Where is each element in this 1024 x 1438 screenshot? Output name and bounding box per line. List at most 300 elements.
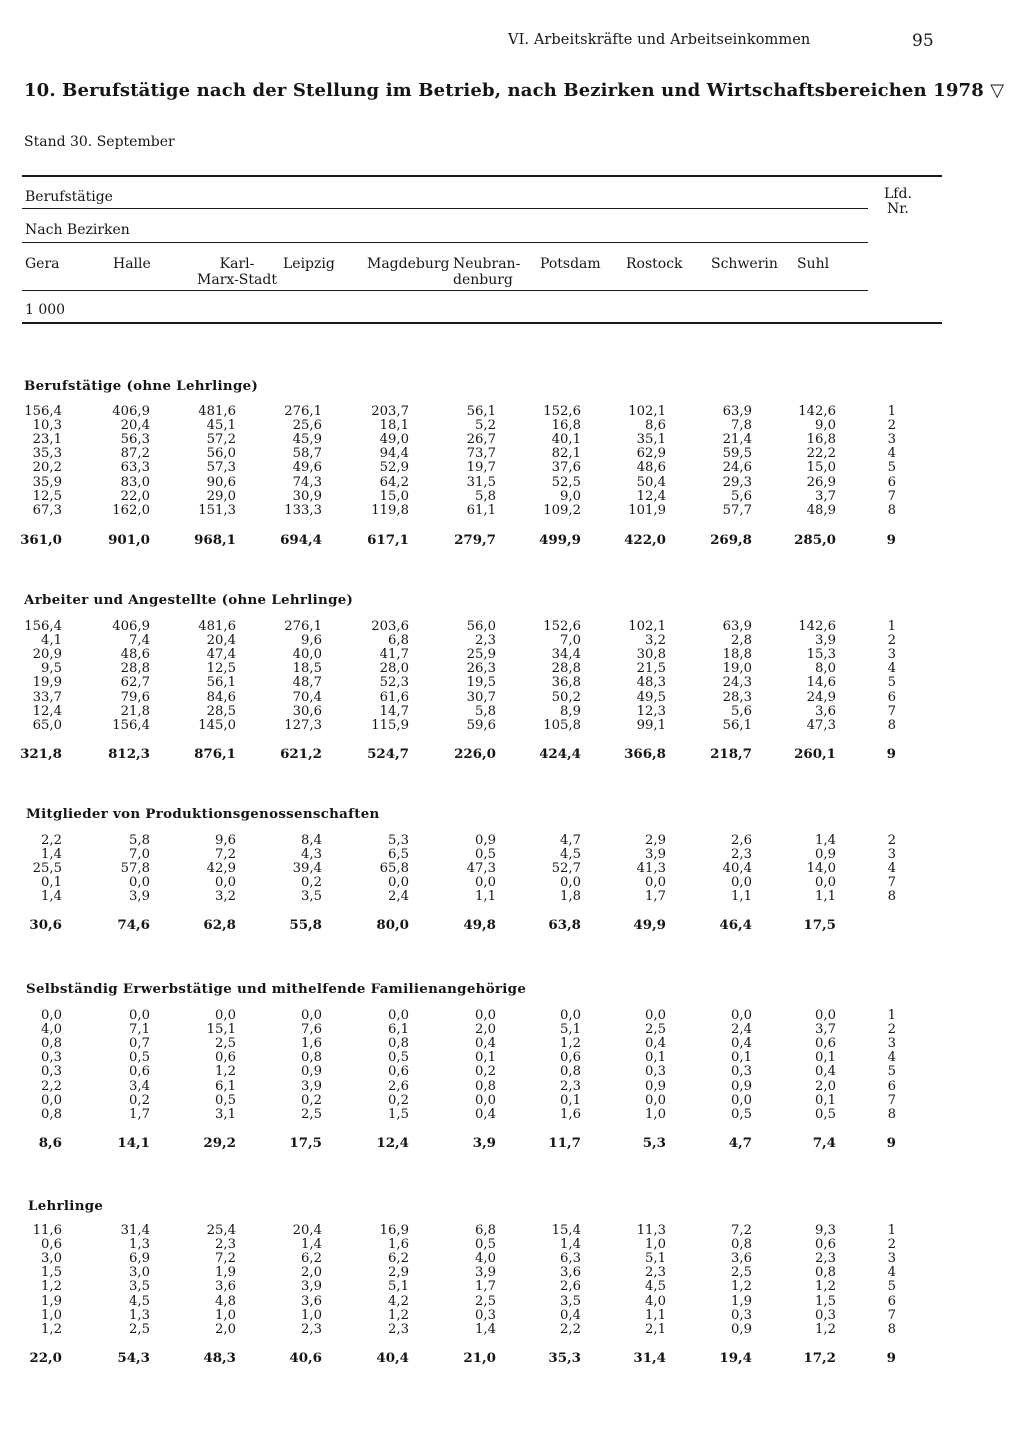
cell-neubrandenburg: 6,8: [475, 1223, 496, 1238]
cell-gera: 12,5: [32, 489, 62, 504]
cell-rostock: 41,3: [636, 861, 666, 876]
cell-potsdam: 0,8: [560, 1064, 581, 1079]
cell-rostock: 8,6: [645, 418, 666, 433]
cell-schwerin: 0,3: [731, 1308, 752, 1323]
cell-schwerin: 0,0: [731, 875, 752, 890]
cell-schwerin: 0,1: [731, 1050, 752, 1065]
cell-lfd-nr: 1: [887, 619, 896, 634]
cell-karl-marx-stadt: 2,3: [215, 1237, 236, 1252]
cell-halle: 54,3: [117, 1350, 150, 1366]
cell-leipzig: 4,3: [301, 847, 322, 862]
cell-potsdam: 0,0: [560, 1008, 581, 1023]
cell-karl-marx-stadt: 29,0: [206, 489, 236, 504]
cell-potsdam: 152,6: [543, 619, 581, 634]
table-row: [0, 1094, 1024, 1108]
cell-neubrandenburg: 1,4: [475, 1322, 496, 1337]
cell-rostock: 5,3: [642, 1135, 666, 1151]
cell-schwerin: 19,4: [719, 1350, 752, 1366]
cell-halle: 0,5: [129, 1050, 150, 1065]
table-row: [0, 1023, 1024, 1037]
cell-rostock: 99,1: [636, 718, 666, 733]
cell-suhl: 0,5: [815, 1107, 836, 1122]
cell-lfd-nr: 3: [887, 847, 896, 862]
cell-karl-marx-stadt: 1,0: [215, 1308, 236, 1323]
cell-neubrandenburg: 21,0: [463, 1350, 496, 1366]
cell-gera: 8,6: [38, 1135, 62, 1151]
cell-schwerin: 24,3: [722, 675, 752, 690]
cell-schwerin: 46,4: [719, 917, 752, 933]
table-row: [0, 876, 1024, 890]
cell-neubrandenburg: 0,1: [475, 1050, 496, 1065]
cell-suhl: 47,3: [806, 718, 836, 733]
cell-rostock: 101,9: [628, 503, 666, 518]
cell-magdeburg: 2,9: [388, 1265, 409, 1280]
table-row: [0, 1037, 1024, 1051]
cell-potsdam: 36,8: [551, 675, 581, 690]
cell-magdeburg: 4,2: [388, 1294, 409, 1309]
cell-gera: 1,5: [41, 1265, 62, 1280]
cell-magdeburg: 14,7: [379, 704, 409, 719]
cell-lfd-nr: 3: [887, 432, 896, 447]
cell-neubrandenburg: 19,7: [466, 460, 496, 475]
cell-leipzig: 0,9: [301, 1064, 322, 1079]
cell-leipzig: 3,9: [301, 1279, 322, 1294]
cell-magdeburg: 0,6: [388, 1064, 409, 1079]
cell-rostock: 0,9: [645, 1079, 666, 1094]
cell-karl-marx-stadt: 7,2: [215, 1251, 236, 1266]
cell-schwerin: 24,6: [722, 460, 752, 475]
cell-karl-marx-stadt: 151,3: [198, 503, 236, 518]
cell-karl-marx-stadt: 3,2: [215, 889, 236, 904]
cell-rostock: 0,1: [645, 1050, 666, 1065]
cell-karl-marx-stadt: 20,4: [206, 633, 236, 648]
table-row: [0, 705, 1024, 719]
table-row: [0, 447, 1024, 461]
header-rule-2: [22, 242, 868, 243]
cell-halle: 7,1: [129, 1022, 150, 1037]
table-row: [0, 834, 1024, 848]
cell-schwerin: 4,7: [728, 1135, 752, 1151]
cell-lfd-nr: 2: [887, 418, 896, 433]
cell-karl-marx-stadt: 57,2: [206, 432, 236, 447]
cell-potsdam: 424,4: [539, 746, 581, 762]
cell-lfd-nr: 7: [887, 704, 896, 719]
cell-suhl: 0,3: [815, 1308, 836, 1323]
cell-lfd-nr: 4: [887, 446, 896, 461]
cell-schwerin: 59,5: [722, 446, 752, 461]
cell-potsdam: 28,8: [551, 661, 581, 676]
cell-leipzig: 20,4: [292, 1223, 322, 1238]
table-row: [0, 890, 1024, 904]
cell-rostock: 11,3: [636, 1223, 666, 1238]
cell-halle: 48,6: [120, 647, 150, 662]
cell-gera: 4,1: [41, 633, 62, 648]
cell-gera: 156,4: [24, 619, 62, 634]
cell-potsdam: 1,4: [560, 1237, 581, 1252]
table-row: [0, 461, 1024, 475]
header-district-leipzig: [283, 256, 335, 272]
table-total-row: [0, 918, 1024, 932]
cell-neubrandenburg: 49,8: [463, 917, 496, 933]
header-district-magdeburg: [367, 256, 450, 272]
cell-leipzig: 7,6: [301, 1022, 322, 1037]
cell-suhl: 285,0: [794, 532, 836, 548]
table-row: [0, 405, 1024, 419]
cell-magdeburg: 18,1: [379, 418, 409, 433]
cell-gera: 1,2: [41, 1279, 62, 1294]
cell-neubrandenburg: 73,7: [466, 446, 496, 461]
cell-leipzig: 276,1: [284, 404, 322, 419]
header-district-karl-marx-stadt: [194, 256, 280, 288]
cell-potsdam: 3,6: [560, 1265, 581, 1280]
section-title: Selbständig Erwerbstätige und mithelfende Familienangehörige: [26, 981, 527, 997]
header-lfd-nr-line2: Nr.: [887, 201, 909, 217]
header-district-karl-marx-stadt-line2: Marx-Stadt: [197, 272, 277, 288]
header-district-schwerin: [711, 256, 778, 272]
header-unit: 1 000: [25, 302, 66, 318]
cell-halle: 406,9: [112, 619, 150, 634]
cell-leipzig: 6,2: [301, 1251, 322, 1266]
cell-neubrandenburg: 1,1: [475, 889, 496, 904]
cell-schwerin: 218,7: [710, 746, 752, 762]
cell-magdeburg: 64,2: [379, 475, 409, 490]
cell-karl-marx-stadt: 56,0: [206, 446, 236, 461]
cell-halle: 7,4: [129, 633, 150, 648]
cell-rostock: 422,0: [624, 532, 666, 548]
cell-potsdam: 34,4: [551, 647, 581, 662]
cell-magdeburg: 40,4: [376, 1350, 409, 1366]
cell-leipzig: 3,9: [301, 1079, 322, 1094]
cell-suhl: 1,2: [815, 1322, 836, 1337]
cell-schwerin: 3,6: [731, 1251, 752, 1266]
cell-neubrandenburg: 5,8: [475, 489, 496, 504]
cell-gera: 1,9: [41, 1294, 62, 1309]
cell-lfd-nr: 9: [886, 532, 896, 548]
cell-rostock: 366,8: [624, 746, 666, 762]
cell-gera: 19,9: [32, 675, 62, 690]
cell-lfd-nr: 2: [887, 633, 896, 648]
header-district-karl-marx-stadt-line1: Karl-: [219, 256, 255, 272]
cell-magdeburg: 52,9: [379, 460, 409, 475]
table-row: [0, 1051, 1024, 1065]
cell-suhl: 22,2: [806, 446, 836, 461]
cell-magdeburg: 5,3: [388, 833, 409, 848]
cell-karl-marx-stadt: 0,0: [215, 875, 236, 890]
cell-karl-marx-stadt: 9,6: [215, 833, 236, 848]
cell-schwerin: 2,5: [731, 1265, 752, 1280]
cell-neubrandenburg: 2,3: [475, 633, 496, 648]
header-bottom-rule: [22, 322, 942, 324]
table-row: [0, 848, 1024, 862]
cell-neubrandenburg: 26,7: [466, 432, 496, 447]
cell-potsdam: 52,5: [551, 475, 581, 490]
cell-schwerin: 2,8: [731, 633, 752, 648]
cell-lfd-nr: 3: [887, 1251, 896, 1266]
cell-lfd-nr: 2: [887, 833, 896, 848]
table-row: [0, 1009, 1024, 1023]
cell-suhl: 142,6: [798, 619, 836, 634]
table-subtitle: Stand 30. September: [24, 134, 175, 150]
cell-leipzig: 17,5: [289, 1135, 322, 1151]
cell-karl-marx-stadt: 47,4: [206, 647, 236, 662]
cell-suhl: 3,7: [815, 1022, 836, 1037]
cell-gera: 12,4: [32, 704, 62, 719]
cell-potsdam: 0,0: [560, 875, 581, 890]
cell-rostock: 0,4: [645, 1036, 666, 1051]
cell-rostock: 12,3: [636, 704, 666, 719]
cell-suhl: 0,8: [815, 1265, 836, 1280]
cell-gera: 2,2: [41, 833, 62, 848]
cell-potsdam: 4,5: [560, 847, 581, 862]
cell-magdeburg: 203,7: [371, 404, 409, 419]
cell-rostock: 12,4: [636, 489, 666, 504]
cell-magdeburg: 12,4: [376, 1135, 409, 1151]
cell-schwerin: 0,4: [731, 1036, 752, 1051]
cell-neubrandenburg: 19,5: [466, 675, 496, 690]
cell-neubrandenburg: 0,4: [475, 1036, 496, 1051]
cell-suhl: 0,6: [815, 1237, 836, 1252]
cell-halle: 2,5: [129, 1322, 150, 1337]
header-top-rule: [22, 175, 942, 177]
cell-schwerin: 63,9: [722, 619, 752, 634]
cell-lfd-nr: 6: [887, 690, 896, 705]
cell-lfd-nr: 6: [887, 475, 896, 490]
cell-karl-marx-stadt: 84,6: [206, 690, 236, 705]
cell-lfd-nr: 9: [886, 1350, 896, 1366]
table-row: [0, 433, 1024, 447]
cell-rostock: 2,9: [645, 833, 666, 848]
cell-karl-marx-stadt: 3,6: [215, 1279, 236, 1294]
cell-rostock: 4,5: [645, 1279, 666, 1294]
cell-leipzig: 25,6: [292, 418, 322, 433]
header-district-rostock-label: Rostock: [626, 256, 683, 272]
cell-gera: 35,9: [32, 475, 62, 490]
cell-rostock: 1,0: [645, 1107, 666, 1122]
cell-suhl: 1,4: [815, 833, 836, 848]
cell-karl-marx-stadt: 2,0: [215, 1322, 236, 1337]
cell-leipzig: 0,8: [301, 1050, 322, 1065]
cell-halle: 83,0: [120, 475, 150, 490]
cell-neubrandenburg: 0,5: [475, 847, 496, 862]
cell-potsdam: 499,9: [539, 532, 581, 548]
cell-suhl: 15,0: [806, 460, 836, 475]
cell-gera: 0,0: [41, 1008, 62, 1023]
cell-schwerin: 0,0: [731, 1008, 752, 1023]
cell-neubrandenburg: 59,6: [466, 718, 496, 733]
cell-karl-marx-stadt: 45,1: [206, 418, 236, 433]
cell-suhl: 260,1: [794, 746, 836, 762]
header-district-neubrandenburg-line2: denburg: [453, 272, 513, 288]
section-title: Lehrlinge: [28, 1198, 104, 1214]
cell-magdeburg: 6,8: [388, 633, 409, 648]
cell-lfd-nr: 7: [887, 1093, 896, 1108]
cell-neubrandenburg: 3,9: [472, 1135, 496, 1151]
cell-schwerin: 0,0: [731, 1093, 752, 1108]
cell-magdeburg: 94,4: [379, 446, 409, 461]
table-row: [0, 620, 1024, 634]
cell-schwerin: 0,9: [731, 1322, 752, 1337]
table-row: [0, 1108, 1024, 1122]
cell-gera: 10,3: [32, 418, 62, 433]
cell-halle: 62,7: [120, 675, 150, 690]
table-row: [0, 419, 1024, 433]
cell-karl-marx-stadt: 25,4: [206, 1223, 236, 1238]
cell-rostock: 3,9: [645, 847, 666, 862]
cell-karl-marx-stadt: 968,1: [194, 532, 236, 548]
cell-potsdam: 16,8: [551, 418, 581, 433]
cell-gera: 1,2: [41, 1322, 62, 1337]
cell-gera: 35,3: [32, 446, 62, 461]
cell-lfd-nr: 2: [887, 1022, 896, 1037]
table-row: [0, 1080, 1024, 1094]
cell-leipzig: 1,4: [301, 1237, 322, 1252]
cell-magdeburg: 6,5: [388, 847, 409, 862]
cell-neubrandenburg: 0,8: [475, 1079, 496, 1094]
cell-leipzig: 276,1: [284, 619, 322, 634]
cell-rostock: 50,4: [636, 475, 666, 490]
cell-rostock: 49,9: [633, 917, 666, 933]
cell-gera: 0,8: [41, 1036, 62, 1051]
cell-karl-marx-stadt: 29,2: [203, 1135, 236, 1151]
section-title: Berufstätige (ohne Lehrlinge): [24, 378, 259, 394]
cell-gera: 2,2: [41, 1079, 62, 1094]
cell-potsdam: 6,3: [560, 1251, 581, 1266]
table-row: [0, 1323, 1024, 1337]
cell-halle: 74,6: [117, 917, 150, 933]
cell-gera: 156,4: [24, 404, 62, 419]
cell-leipzig: 30,9: [292, 489, 322, 504]
cell-potsdam: 35,3: [548, 1350, 581, 1366]
cell-leipzig: 58,7: [292, 446, 322, 461]
cell-schwerin: 0,5: [731, 1107, 752, 1122]
cell-neubrandenburg: 0,5: [475, 1237, 496, 1252]
cell-karl-marx-stadt: 15,1: [206, 1022, 236, 1037]
cell-neubrandenburg: 2,5: [475, 1294, 496, 1309]
cell-schwerin: 21,4: [722, 432, 752, 447]
cell-gera: 1,4: [41, 889, 62, 904]
cell-gera: 0,6: [41, 1237, 62, 1252]
cell-halle: 31,4: [120, 1223, 150, 1238]
page-title: 10. Berufstätige nach der Stellung im Betrieb, nach Bezirken und Wirtschaftsbereichen 1978 ▽: [24, 80, 1005, 101]
cell-gera: 0,0: [41, 1093, 62, 1108]
table-row: [0, 1224, 1024, 1238]
cell-neubrandenburg: 25,9: [466, 647, 496, 662]
cell-leipzig: 3,5: [301, 889, 322, 904]
cell-rostock: 48,6: [636, 460, 666, 475]
cell-neubrandenburg: 56,0: [466, 619, 496, 634]
cell-leipzig: 30,6: [292, 704, 322, 719]
cell-lfd-nr: 7: [887, 875, 896, 890]
cell-potsdam: 7,0: [560, 633, 581, 648]
table-row: [0, 1238, 1024, 1252]
cell-leipzig: 0,2: [301, 875, 322, 890]
cell-karl-marx-stadt: 3,1: [215, 1107, 236, 1122]
cell-magdeburg: 0,5: [388, 1050, 409, 1065]
cell-lfd-nr: 8: [887, 1322, 896, 1337]
cell-lfd-nr: 1: [887, 1008, 896, 1023]
cell-lfd-nr: 4: [887, 861, 896, 876]
cell-neubrandenburg: 4,0: [475, 1251, 496, 1266]
cell-lfd-nr: 5: [887, 460, 896, 475]
cell-magdeburg: 6,1: [388, 1022, 409, 1037]
cell-leipzig: 2,5: [301, 1107, 322, 1122]
table-total-row: [0, 1136, 1024, 1150]
cell-magdeburg: 1,2: [388, 1308, 409, 1323]
table-row: [0, 504, 1024, 518]
cell-gera: 67,3: [32, 503, 62, 518]
cell-gera: 0,8: [41, 1107, 62, 1122]
cell-halle: 5,8: [129, 833, 150, 848]
cell-karl-marx-stadt: 12,5: [206, 661, 236, 676]
cell-leipzig: 49,6: [292, 460, 322, 475]
cell-karl-marx-stadt: 62,8: [203, 917, 236, 933]
header-district-neubrandenburg: [453, 256, 520, 288]
cell-gera: 361,0: [20, 532, 62, 548]
cell-magdeburg: 6,2: [388, 1251, 409, 1266]
cell-halle: 0,7: [129, 1036, 150, 1051]
cell-schwerin: 57,7: [722, 503, 752, 518]
cell-potsdam: 63,8: [548, 917, 581, 933]
table-row: [0, 1065, 1024, 1079]
cell-potsdam: 0,4: [560, 1308, 581, 1323]
cell-lfd-nr: 9: [886, 1135, 896, 1151]
cell-suhl: 15,3: [806, 647, 836, 662]
cell-lfd-nr: 8: [887, 889, 896, 904]
cell-schwerin: 0,3: [731, 1064, 752, 1079]
cell-neubrandenburg: 0,0: [475, 1008, 496, 1023]
cell-rostock: 30,8: [636, 647, 666, 662]
cell-leipzig: 8,4: [301, 833, 322, 848]
cell-rostock: 2,5: [645, 1022, 666, 1037]
cell-potsdam: 109,2: [543, 503, 581, 518]
cell-halle: 3,0: [129, 1265, 150, 1280]
cell-suhl: 3,9: [815, 633, 836, 648]
cell-halle: 162,0: [112, 503, 150, 518]
cell-magdeburg: 15,0: [379, 489, 409, 504]
cell-gera: 20,2: [32, 460, 62, 475]
cell-gera: 1,4: [41, 847, 62, 862]
cell-leipzig: 48,7: [292, 675, 322, 690]
cell-potsdam: 15,4: [551, 1223, 581, 1238]
cell-karl-marx-stadt: 2,5: [215, 1036, 236, 1051]
header-district-magdeburg-label: Magdeburg: [367, 256, 450, 272]
table-row: [0, 676, 1024, 690]
cell-halle: 4,5: [129, 1294, 150, 1309]
cell-potsdam: 152,6: [543, 404, 581, 419]
table-total-row: [0, 747, 1024, 761]
header-district-gera: [25, 256, 60, 272]
cell-schwerin: 1,2: [731, 1279, 752, 1294]
cell-potsdam: 4,7: [560, 833, 581, 848]
cell-halle: 0,2: [129, 1093, 150, 1108]
header-district-leipzig-label: Leipzig: [283, 256, 335, 272]
cell-suhl: 0,0: [815, 1008, 836, 1023]
cell-magdeburg: 41,7: [379, 647, 409, 662]
cell-leipzig: 74,3: [292, 475, 322, 490]
cell-neubrandenburg: 0,0: [475, 1093, 496, 1108]
header-district-neubrandenburg-line1: Neubran-: [453, 256, 521, 272]
cell-halle: 6,9: [129, 1251, 150, 1266]
cell-lfd-nr: 8: [887, 1107, 896, 1122]
cell-suhl: 3,7: [815, 489, 836, 504]
table-row: [0, 662, 1024, 676]
table-row: [0, 1309, 1024, 1323]
cell-potsdam: 8,9: [560, 704, 581, 719]
header-rule-1: [22, 208, 868, 209]
cell-lfd-nr: 2: [887, 1237, 896, 1252]
cell-magdeburg: 524,7: [367, 746, 409, 762]
cell-rostock: 0,3: [645, 1064, 666, 1079]
